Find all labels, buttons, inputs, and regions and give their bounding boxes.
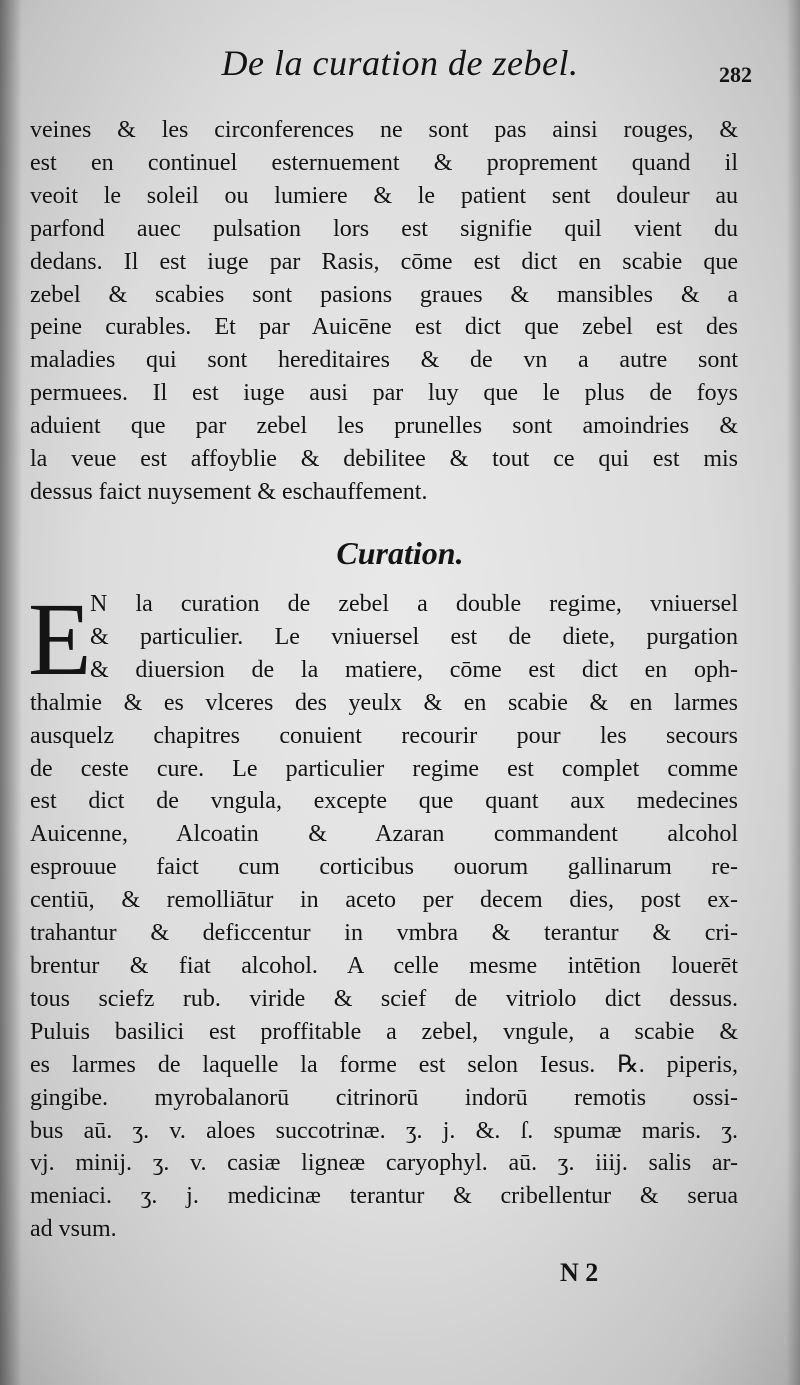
text-line: Auicenne, Alcoatin & Azaran commandent alcohol <box>30 821 738 848</box>
text-line: N la curation de zebel a double regime, vniuersel <box>90 591 738 617</box>
text-line: thalmie & es vlceres des yeulx & en scabie & en larmes <box>30 689 738 716</box>
text-line: est dict de vngula, excepte que quant aux medecines <box>30 788 738 815</box>
text-line: brentur & fiat alcohol. A celle mesme intētion louerēt <box>30 952 738 979</box>
text-line: vj. minij. ʒ. v. casiæ ligneæ caryophyl. aū. ʒ. iiij. salis ar- <box>30 1150 738 1177</box>
text-line: aduient que par zebel les prunelles sont amoindries & <box>30 413 738 440</box>
section-heading: Curation. <box>336 535 464 571</box>
text-line: Puluis basilici est proffitable a zebel, vngule, a scabie & <box>30 1018 738 1045</box>
text-line: veines & les circonferences ne sont pas ainsi rouges, & <box>30 117 738 143</box>
text-line: peine curables. Et par Auicēne est dict que zebel est des <box>30 314 738 341</box>
text-line: dessus faict nuysement & eschauffement. <box>30 478 428 505</box>
text-line: & diuersion de la matiere, cōme est dict en oph- <box>90 656 738 683</box>
text-line: gingibe. myrobalanorū citrinorū indorū remotis ossi- <box>30 1084 738 1111</box>
text-line: ad vsum. <box>30 1216 117 1243</box>
text-line: parfond auec pulsation lors est signifie quil vient du <box>30 215 738 242</box>
signature-mark: N 2 <box>560 1258 599 1287</box>
text-line: de ceste cure. Le particulier regime est complet comme <box>30 755 738 782</box>
running-title: De la curation de zebel. <box>221 43 579 83</box>
text-line: esprouue faict cum corticibus ouorum gallinarum re- <box>30 854 738 881</box>
text-line: maladies qui sont hereditaires & de vn a autre sont <box>30 347 738 374</box>
text-line: zebel & scabies sont pasions graues & mansibles & a <box>30 281 738 308</box>
text-line: ausquelz chapitres conuient recourir pour les secours <box>30 722 738 749</box>
text-line: est en continuel esternuement & proprement quand il <box>30 149 738 176</box>
paragraph-1 <box>30 114 738 509</box>
text-line: dedans. Il est iuge par Rasis, cōme est dict en scabie que <box>30 248 738 275</box>
text-line: meniaci. ʒ. j. medicinæ terantur & cribellentur & serua <box>30 1183 738 1210</box>
text-line: bus aū. ʒ. v. aloes succotrinæ. ʒ. j. &. ſ. spumæ maris. ʒ. <box>30 1117 738 1144</box>
text-line: centiū, & remolliātur in aceto per decem dies, post ex- <box>30 887 738 914</box>
drop-cap: E <box>28 582 92 697</box>
text-line: & particulier. Le vniuersel est de diete, purgation <box>90 623 738 650</box>
text-line: es larmes de laquelle la forme est selon Iesus. ℞. piperis, <box>30 1051 738 1078</box>
paragraph-2 <box>28 582 738 1246</box>
text-line: trahantur & deficcentur in vmbra & terantur & cri- <box>30 920 738 947</box>
text-line: tous sciefz rub. viride & scief de vitriolo dict dessus. <box>30 985 738 1012</box>
text-line: veoit le soleil ou lumiere & le patient sent douleur au <box>30 182 738 209</box>
page-number: 282 <box>719 62 752 87</box>
text-line: la veue est affoyblie & debilitee & tout ce qui est mis <box>30 446 738 473</box>
text-line: permuees. Il est iuge ausi par luy que le plus de foys <box>30 380 738 407</box>
